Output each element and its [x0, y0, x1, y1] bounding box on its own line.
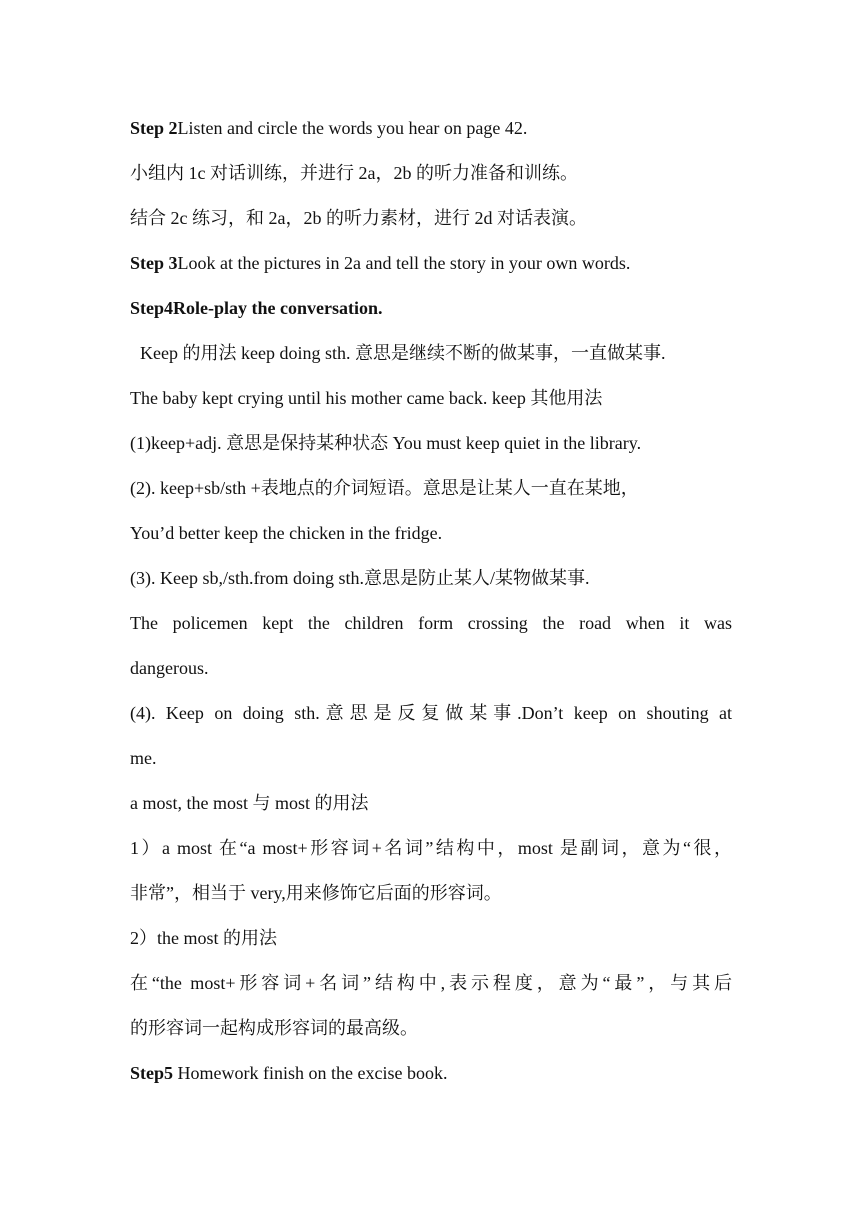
most-point-1: 1）a most 在“a most+形容词+名词”结构中，most 是副词，意为“很，: [130, 838, 732, 858]
step5-text: Homework finish on the excise book.: [173, 1063, 448, 1083]
most-point-2-cont: 的形容词一起构成形容词的最高级。: [130, 1018, 418, 1038]
step4-line: [130, 297, 732, 319]
keep-example: The baby kept crying until his mother came back. keep 其他用法: [130, 388, 603, 408]
most-point-2: 在“the most+形容词+名词”结构中,表示程度，意为“最”，与其后: [130, 973, 732, 993]
keep-intro: Keep 的用法 keep doing sth. 意思是继续不断的做某事，一直做某事.: [140, 343, 666, 363]
step3-text: Look at the pictures in 2a and tell the story in your own words.: [177, 253, 631, 273]
most-point-2-title: 2）the most 的用法: [130, 928, 277, 948]
keep-usage-1: (1)keep+adj. 意思是保持某种状态 You must keep quiet in the library.: [130, 433, 642, 453]
step3-label: Step 3: [130, 253, 178, 273]
group-2c-line: 结合 2c 练习，和 2a，2b 的听力素材，进行 2d 对话表演。: [130, 208, 587, 228]
keep-usage-3-example-cont: dangerous.: [130, 658, 209, 678]
keep-usage-3: (3). Keep sb,/sth.from doing sth.意思是防止某人/某物做某事.: [130, 568, 590, 588]
step2-line: [130, 117, 732, 139]
step2-label: Step 2: [130, 118, 178, 138]
most-title: a most, the most 与 most 的用法: [130, 793, 369, 813]
group-1c-line: 小组内 1c 对话训练，并进行 2a，2b 的听力准备和训练。: [130, 163, 578, 183]
keep-usage-4-cont: me.: [130, 748, 157, 768]
most-point-1-cont: 非常”，相当于 very,用来修饰它后面的形容词。: [130, 883, 502, 903]
step2-text: Listen and circle the words you hear on page 42.: [177, 118, 528, 138]
keep-usage-2: (2). keep+sb/sth +表地点的介词短语。意思是让某人一直在某地，: [130, 478, 639, 498]
keep-usage-2-example: You’d better keep the chicken in the fridge.: [130, 523, 443, 543]
step5-label: Step5: [130, 1063, 174, 1083]
step5-line: [130, 1062, 732, 1084]
keep-usage-3-example: The policemen kept the children form crossing the road when it was: [130, 613, 732, 633]
keep-usage-4: (4). Keep on doing sth.意思是反复做某事.Don’t keep on shouting at: [130, 703, 732, 723]
step3-line: [130, 252, 732, 274]
step4-label: Step4Role-play the conversation.: [130, 298, 383, 318]
